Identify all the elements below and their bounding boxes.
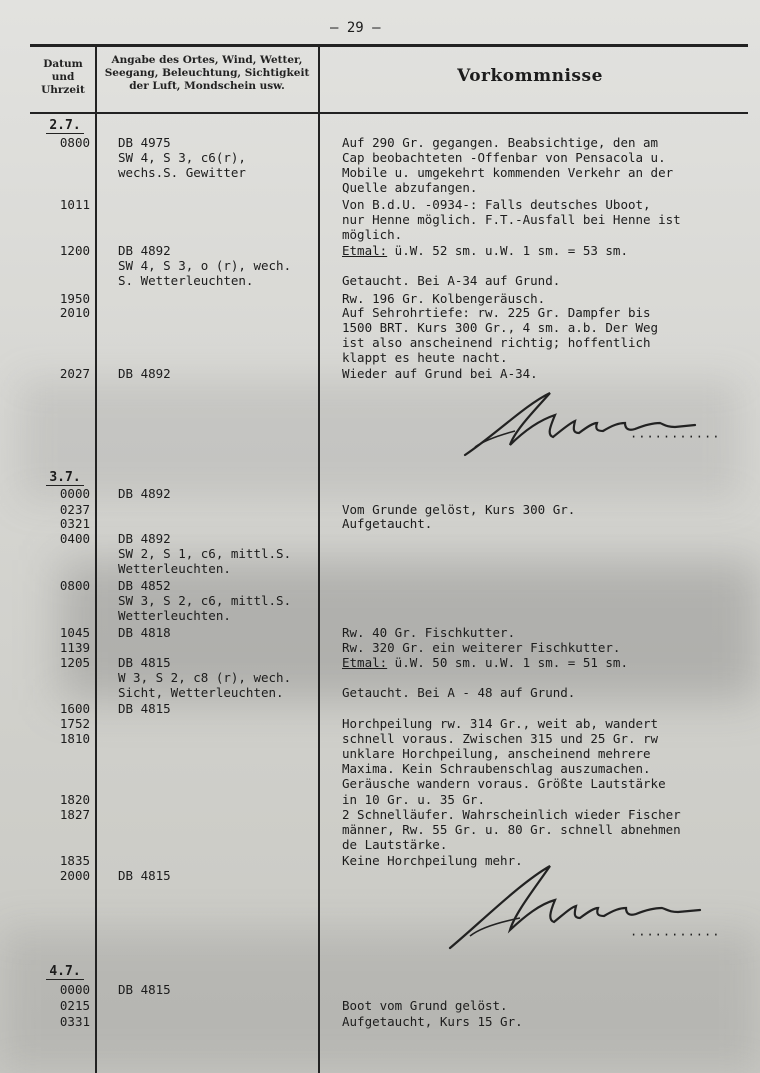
entry-event: Cap beobachteten -Offenbar von Pensacola u. <box>342 150 666 165</box>
entry-position: wechs.S. Gewitter <box>118 165 246 180</box>
entry-time: 1139 <box>59 640 90 655</box>
page-number: – 29 – <box>330 20 381 36</box>
entry-time: 1752 <box>59 716 90 731</box>
entry-position: DB 4815 <box>118 655 171 670</box>
entry-event: Boot vom Grund gelöst. <box>342 998 508 1013</box>
entry-time: 1950 <box>59 291 90 306</box>
entry-position: DB 4852 <box>118 578 171 593</box>
entry-event: schnell voraus. Zwischen 315 und 25 Gr. rw <box>342 731 659 746</box>
entry-time: 0800 <box>59 135 90 150</box>
entry-time: 1011 <box>59 197 90 212</box>
header-bottom-rule <box>30 112 748 114</box>
entry-event: Rw. 196 Gr. Kolbengeräusch. <box>342 291 546 306</box>
entry-position: DB 4892 <box>118 486 171 501</box>
entry-time: 1045 <box>59 625 90 640</box>
entry-position: S. Wetterleuchten. <box>118 273 254 288</box>
entry-event: ist also anscheinend richtig; hoffentlich <box>342 335 651 350</box>
entry-event: möglich. <box>342 227 403 242</box>
entry-time: 0400 <box>59 531 90 546</box>
entry-event: Keine Horchpeilung mehr. <box>342 853 523 868</box>
entry-time: 1600 <box>59 701 90 716</box>
entry-event: Getaucht. Bei A - 48 auf Grund. <box>342 685 576 700</box>
header-top-rule <box>30 44 748 47</box>
entry-event: Getaucht. Bei A-34 auf Grund. <box>342 273 561 288</box>
date-label: 3.7. <box>40 470 90 485</box>
entry-position: DB 4818 <box>118 625 171 640</box>
entry-position: DB 4815 <box>118 701 171 716</box>
entry-event-etmal: Etmal: ü.W. 52 sm. u.W. 1 sm. = 53 sm. <box>342 243 628 258</box>
entry-event: Quelle abzufangen. <box>342 180 478 195</box>
entry-event: Wieder auf Grund bei A-34. <box>342 366 538 381</box>
entry-time: 2010 <box>59 305 90 320</box>
entry-time: 0321 <box>59 516 90 531</box>
entry-time: 0215 <box>59 998 90 1013</box>
entry-event: in 10 Gr. u. 35 Gr. <box>342 792 485 807</box>
entry-time: 0000 <box>59 486 90 501</box>
entry-position: DB 4815 <box>118 868 171 883</box>
entry-position: SW 2, S 1, c6, mittl.S. <box>118 546 292 561</box>
entry-event: Mobile u. umgekehrt kommenden Verkehr an der <box>342 165 674 180</box>
entry-position: Wetterleuchten. <box>118 561 231 576</box>
entry-time: 0800 <box>59 578 90 593</box>
date-label: 4.7. <box>40 964 90 979</box>
entry-position: DB 4892 <box>118 366 171 381</box>
entry-position: W 3, S 2, c8 (r), wech. <box>118 670 292 685</box>
signature-1 <box>455 385 755 465</box>
column-divider-2 <box>318 44 320 1073</box>
entry-event: männer, Rw. 55 Gr. u. 80 Gr. schnell abnehmen <box>342 822 681 837</box>
entry-position: DB 4892 <box>118 531 171 546</box>
entry-time: 2000 <box>59 868 90 883</box>
entry-event: Von B.d.U. -0934-: Falls deutsches Uboot, <box>342 197 651 212</box>
entry-time: 2027 <box>59 366 90 381</box>
entry-event: Rw. 320 Gr. ein weiterer Fischkutter. <box>342 640 621 655</box>
entry-event: unklare Horchpeilung, anscheinend mehrere <box>342 746 651 761</box>
signature-dots: ··········· <box>630 928 721 942</box>
entry-position: SW 4, S 3, o (r), wech. <box>118 258 292 273</box>
entry-position: SW 3, S 2, c6, mittl.S. <box>118 593 292 608</box>
entry-time: 0237 <box>59 502 90 517</box>
entry-event: nur Henne möglich. F.T.-Ausfall bei Henne ist <box>342 212 681 227</box>
entry-time: 1827 <box>59 807 90 822</box>
entry-event: Auf 290 Gr. gegangen. Beabsichtige, den am <box>342 135 659 150</box>
entry-time: 1820 <box>59 792 90 807</box>
entry-time: 0331 <box>59 1014 90 1029</box>
entry-time: 1205 <box>59 655 90 670</box>
entry-event: Horchpeilung rw. 314 Gr., weit ab, wandert <box>342 716 659 731</box>
entry-position: Wetterleuchten. <box>118 608 231 623</box>
entry-time: 1810 <box>59 731 90 746</box>
entry-position: SW 4, S 3, c6(r), <box>118 150 246 165</box>
entry-event: de Lautstärke. <box>342 837 448 852</box>
entry-position: DB 4815 <box>118 982 171 997</box>
header-location-column: Angabe des Ortes, Wind, Wetter, Seegang, Beleuchtung, Sichtigkeit der Luft, Mondschein usw. <box>104 54 310 92</box>
entry-event-etmal: Etmal: ü.W. 50 sm. u.W. 1 sm. = 51 sm. <box>342 655 628 670</box>
entry-event: Auf Sehrohrtiefe: rw. 225 Gr. Dampfer bis <box>342 305 651 320</box>
entry-position: Sicht, Wetterleuchten. <box>118 685 284 700</box>
entry-event: Maxima. Kein Schraubenschlag auszumachen. <box>342 761 651 776</box>
entry-event: Aufgetaucht, Kurs 15 Gr. <box>342 1014 523 1029</box>
signature-dots: ··········· <box>630 430 721 444</box>
entry-event: Rw. 40 Gr. Fischkutter. <box>342 625 516 640</box>
entry-position: DB 4975 <box>118 135 171 150</box>
entry-event: 2 Schnelläufer. Wahrscheinlich wieder Fischer <box>342 807 681 822</box>
column-divider-1 <box>95 44 97 1073</box>
entry-time: 1200 <box>59 243 90 258</box>
entry-position: DB 4892 <box>118 243 171 258</box>
entry-event: Geräusche wandern voraus. Größte Lautstärke <box>342 776 666 791</box>
entry-event: 1500 BRT. Kurs 300 Gr., 4 sm. a.b. Der Weg <box>342 320 659 335</box>
entry-time: 1835 <box>59 853 90 868</box>
header-events-column: Vorkommnisse <box>457 66 603 86</box>
entry-time: 0000 <box>59 982 90 997</box>
entry-event: klappt es heute nacht. <box>342 350 508 365</box>
date-label: 2.7. <box>40 118 90 133</box>
entry-event: Aufgetaucht. <box>342 516 433 531</box>
entry-event: Vom Grunde gelöst, Kurs 300 Gr. <box>342 502 576 517</box>
header-date-column: Datum und Uhrzeit <box>41 58 85 96</box>
